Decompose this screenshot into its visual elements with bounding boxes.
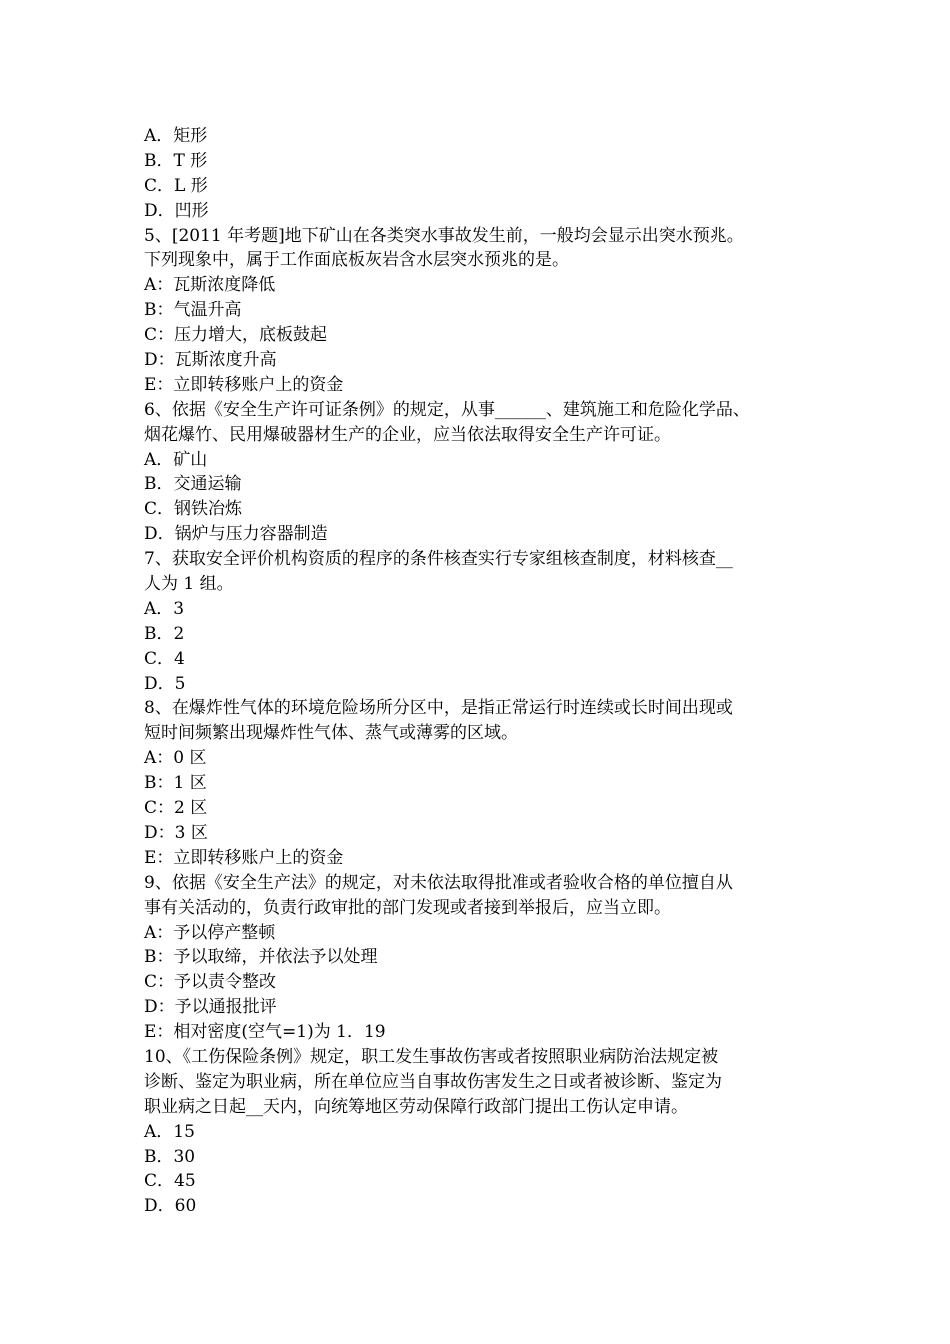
option-line: A．矩形	[144, 126, 208, 146]
option-line: D：予以通报批评	[144, 997, 277, 1018]
option-line: C：予以责令整改	[144, 972, 277, 993]
option-line: E：立即转移账户上的资金	[144, 847, 344, 868]
question-6-line-2: 烟花爆竹、民用爆破器材生产的企业，应当依法取得安全生产许可证。	[144, 424, 671, 445]
option-line: C：压力增大，底板鼓起	[144, 325, 328, 346]
option-line: B：气温升高	[144, 300, 242, 321]
question-9-line-1: 9、依据《安全生产法》的规定，对未依法取得批准或者验收合格的单位擅自从	[144, 872, 733, 893]
option-line: B．T 形	[144, 150, 208, 171]
question-6-line-1: 6、依据《安全生产许可证条例》的规定，从事______、建筑施工和危险化学品、	[144, 399, 750, 420]
question-10-line-2: 诊断、鉴定为职业病，所在单位应当自事故伤害发生之日或者被诊断、鉴定为	[144, 1071, 722, 1092]
option-line: D．锅炉与压力容器制造	[144, 524, 328, 545]
option-line: B．交通运输	[144, 474, 242, 495]
option-line: A：予以停产整顿	[144, 922, 276, 943]
question-7-line-2: 人为 1 组。	[144, 574, 234, 595]
option-line: A．3	[144, 598, 185, 619]
option-line: C．45	[144, 1171, 196, 1192]
option-line: C：2 区	[144, 798, 208, 819]
question-7-line-1: 7、获取安全评价机构资质的程序的条件核查实行专家组核查制度，材料核查__	[144, 549, 733, 570]
question-5-line-2: 下列现象中，属于工作面底板灰岩含水层突水预兆的是。	[144, 250, 569, 271]
option-line: B：予以取缔，并依法予以处理	[144, 947, 378, 968]
option-line: A．矿山	[144, 449, 208, 470]
option-line: D：3 区	[144, 822, 208, 843]
option-line: D．60	[144, 1196, 197, 1217]
option-line: A．15	[144, 1121, 195, 1142]
document-body	[144, 124, 824, 1219]
option-line: A：瓦斯浓度降低	[144, 275, 276, 296]
option-line: E：立即转移账户上的资金	[144, 374, 344, 395]
question-5-line-1: 5、[2011 年考题]地下矿山在各类突水事故发生前，一般均会显示出突水预兆。	[144, 225, 744, 246]
question-8-line-1: 8、在爆炸性气体的环境危险场所分区中，是指正常运行时连续或长时间出现或	[144, 698, 733, 719]
option-line: B：1 区	[144, 773, 207, 794]
option-line: E：相对密度(空气=1)为 1．19	[144, 1022, 386, 1043]
option-line: D．5	[144, 673, 186, 694]
option-line: D：瓦斯浓度升高	[144, 350, 277, 371]
option-line: C．L 形	[144, 175, 208, 196]
option-line: B．30	[144, 1146, 196, 1167]
option-line: B．2	[144, 623, 185, 644]
question-8-line-2: 短时间频繁出现爆炸性气体、蒸气或薄雾的区域。	[144, 723, 518, 744]
option-line: C．4	[144, 648, 185, 669]
question-10-line-1: 10、《工伤保险条例》规定，职工发生事故伤害或者按照职业病防治法规定被	[144, 1046, 719, 1067]
question-10-line-3: 职业病之日起__天内，向统筹地区劳动保障行政部门提出工伤认定申请。	[144, 1096, 688, 1117]
option-line: A：0 区	[144, 748, 207, 769]
option-line: D．凹形	[144, 200, 209, 221]
question-9-line-2: 事有关活动的，负责行政审批的部门发现或者接到举报后，应当立即。	[144, 897, 671, 918]
option-line: C．钢铁冶炼	[144, 499, 243, 520]
